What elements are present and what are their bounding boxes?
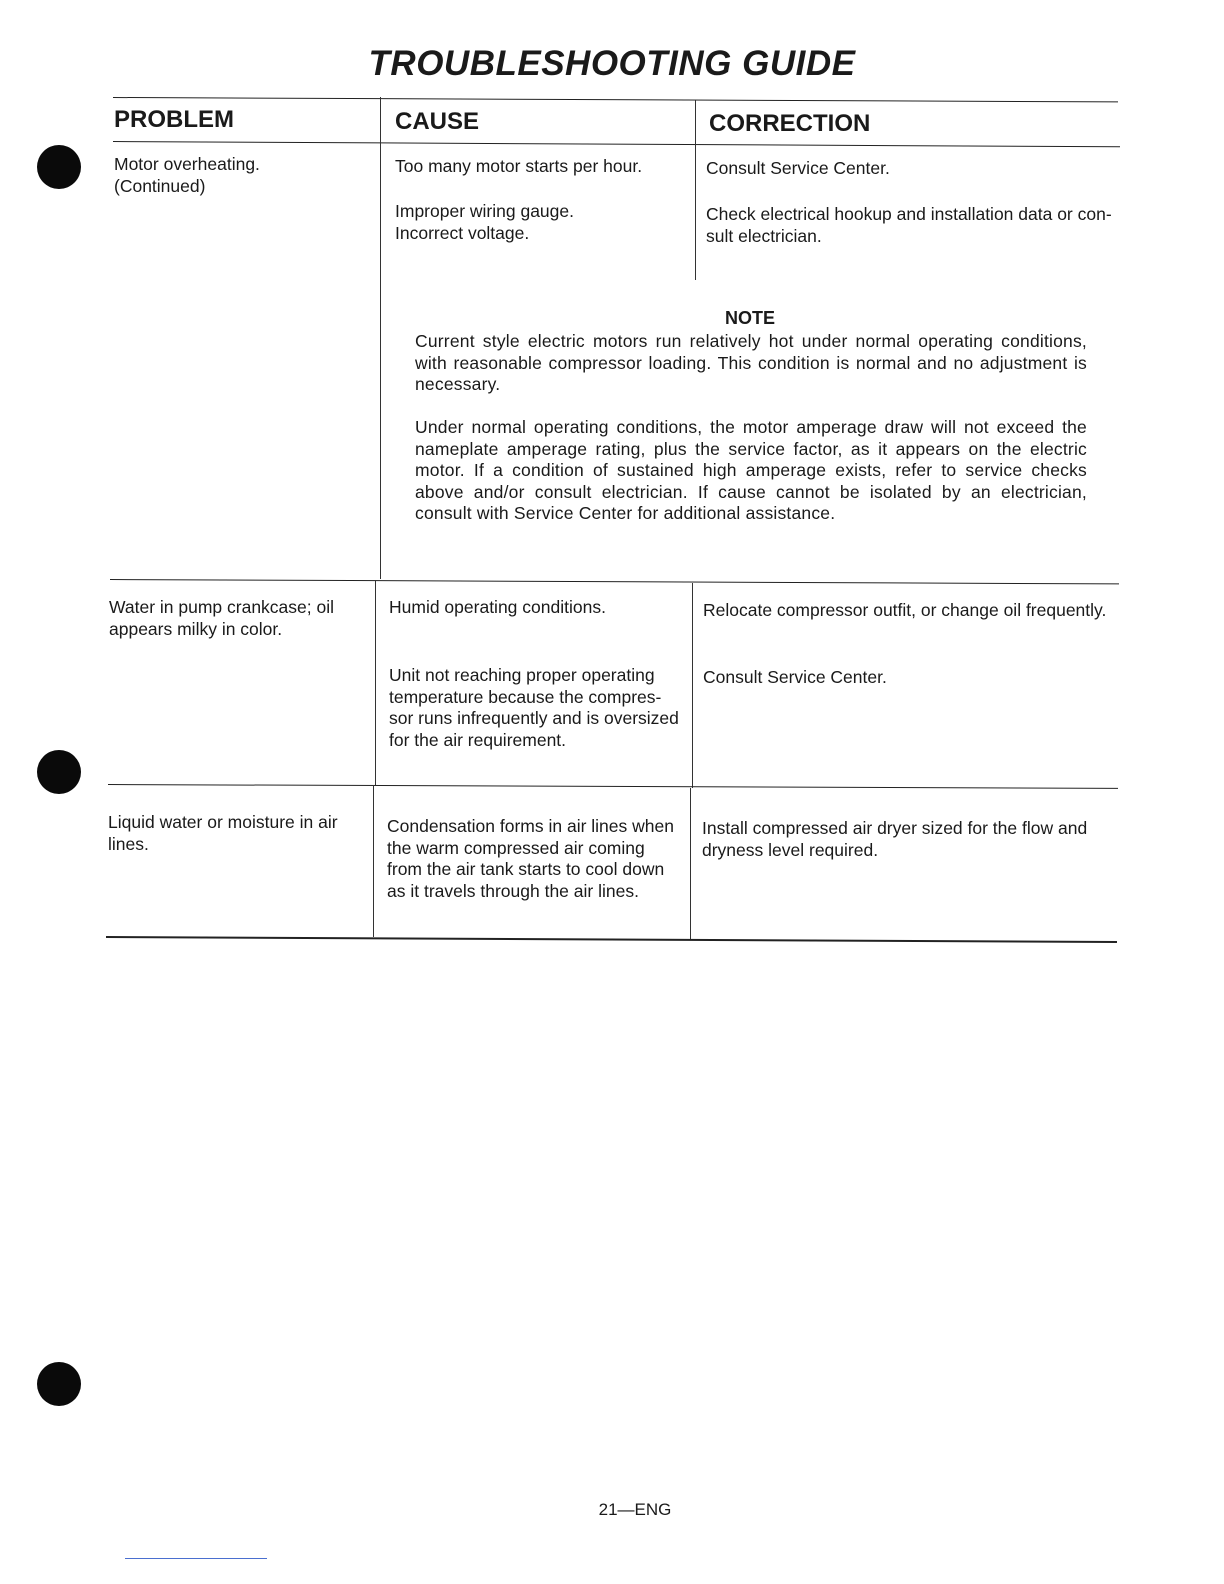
row3-divider-problem-cause — [373, 785, 374, 937]
header-bottom-rule — [113, 141, 1120, 147]
row1-correction-1: Consult Service Center. — [706, 158, 890, 178]
row2-divider-problem-cause — [375, 580, 376, 785]
header-top-rule — [113, 97, 1118, 102]
row2-problem: Water in pump crankcase; oil appears milky in color. — [109, 597, 334, 639]
row1-cause-2: Improper wiring gauge. Incorrect voltage. — [395, 201, 574, 243]
row3-divider-cause-correction — [690, 788, 691, 940]
row3-top-rule — [108, 784, 1118, 789]
punch-hole-middle — [37, 750, 81, 794]
row3-cause-1: Condensation forms in air lines when the warm compressed air coming from the air tank starts to cool down as it travels through the air lines. — [387, 816, 674, 901]
row2-cause-2: Unit not reaching proper operating temperature because the compres- sor runs infrequently and is oversized for the air requirement. — [389, 665, 679, 750]
punch-hole-bottom — [37, 1362, 81, 1406]
page-title: TROUBLESHOOTING GUIDE — [368, 44, 856, 83]
punch-hole-top — [37, 145, 81, 189]
row2-cause-1: Humid operating conditions. — [389, 597, 606, 617]
note-paragraph-2: Under normal operating conditions, the motor amperage draw will not exceed the nameplate amperage rating, plus the service factor, as it appears on the electric motor. If a condition of sustained high amperage exists, refer to service checks above and/or consult electrician. If cause cannot be isolated by an electrician, consult with Service Center for additional assistance. — [415, 417, 1087, 523]
row2-divider-cause-correction — [692, 583, 693, 788]
row2-correction-1: Relocate compressor outfit, or change oil frequently. — [703, 600, 1107, 620]
column-divider-cause-correction — [695, 100, 696, 280]
row1-cause-1: Too many motor starts per hour. — [395, 156, 643, 176]
row1-correction-2: Check electrical hookup and installation data or con- sult electrician. — [706, 204, 1112, 246]
row3-correction-1: Install compressed air dryer sized for the flow and dryness level required. — [702, 818, 1088, 860]
note-title: NOTE — [724, 308, 775, 328]
header-correction: CORRECTION — [709, 110, 871, 137]
column-divider-problem-cause — [380, 97, 381, 579]
page-number: 21—ENG — [598, 1500, 672, 1519]
header-problem: PROBLEM — [114, 106, 234, 133]
note-paragraph-1: Current style electric motors run relatively hot under normal operating conditions, with reasonable compressor loading. This condition is normal and no adjustment is necessary. — [415, 331, 1087, 394]
table-bottom-rule — [106, 936, 1117, 943]
row2-correction-2: Consult Service Center. — [703, 667, 887, 687]
row2-top-rule — [110, 579, 1119, 584]
header-cause: CAUSE — [395, 108, 480, 135]
row3-problem: Liquid water or moisture in air lines. — [108, 812, 338, 854]
scan-edge-line — [125, 1558, 267, 1559]
row1-problem: Motor overheating. (Continued) — [114, 154, 260, 196]
